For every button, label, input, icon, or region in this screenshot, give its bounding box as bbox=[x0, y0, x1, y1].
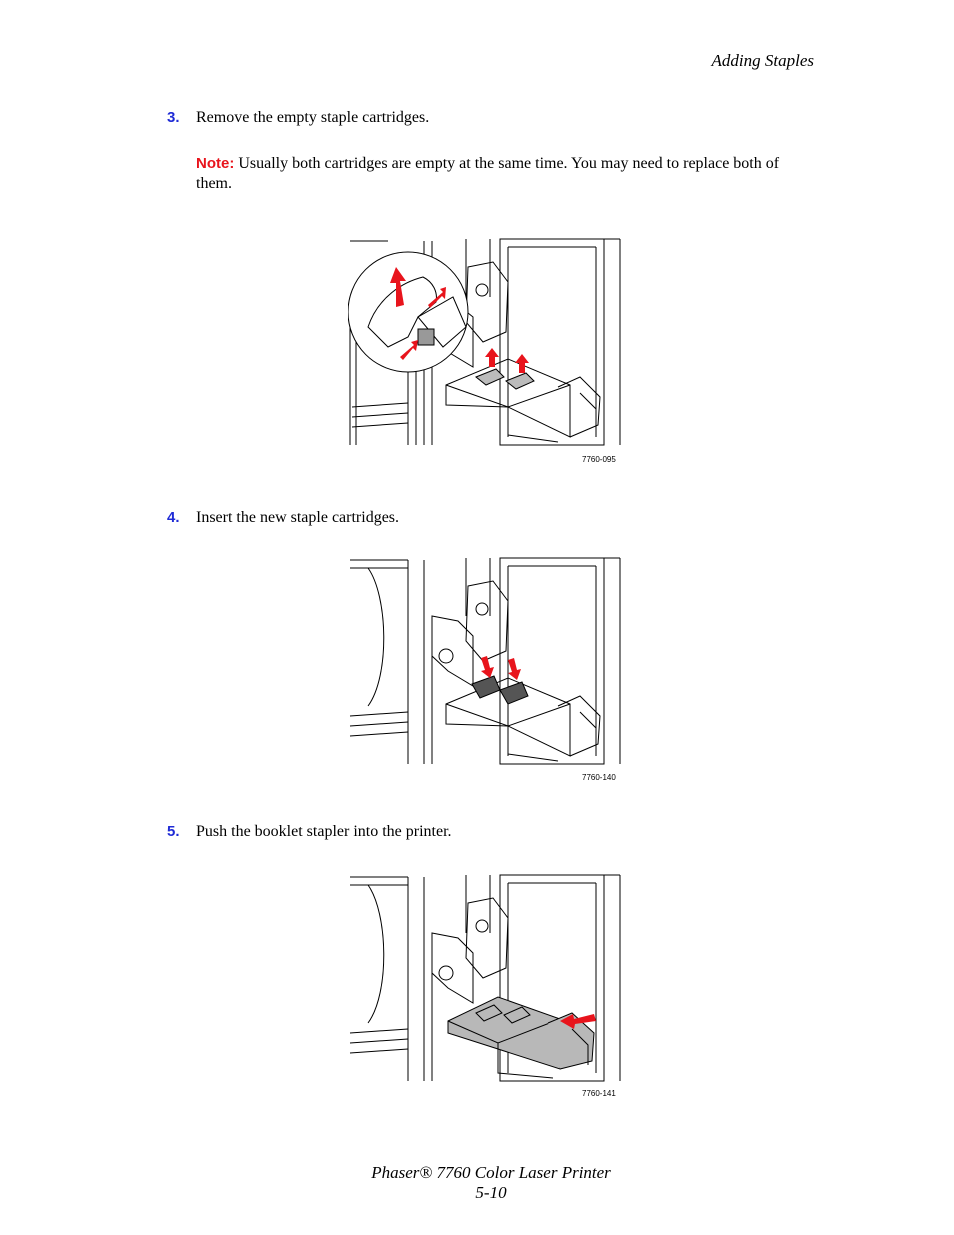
step-number: 3. bbox=[167, 109, 180, 126]
note-text: Usually both cartridges are empty at the same time. You may need to replace both of them. bbox=[196, 155, 780, 192]
figure-push-stapler bbox=[348, 873, 624, 1098]
running-header: Adding Staples bbox=[711, 51, 814, 70]
footer-page-number: 5-10 bbox=[475, 1183, 507, 1202]
step-5 bbox=[167, 822, 452, 842]
step-text: Remove the empty staple cartridges. bbox=[196, 109, 430, 126]
illustration-remove-cartridges bbox=[348, 237, 624, 449]
note bbox=[196, 154, 816, 194]
step-3 bbox=[167, 108, 429, 128]
step-text: Insert the new staple cartridges. bbox=[196, 509, 400, 526]
page-footer bbox=[0, 1163, 954, 1203]
step-4 bbox=[167, 508, 399, 528]
step-number: 4. bbox=[167, 509, 180, 526]
figure-id: 7760-141 bbox=[582, 1089, 616, 1098]
figure-id: 7760-140 bbox=[582, 773, 616, 782]
figure-id: 7760-095 bbox=[582, 455, 616, 464]
illustration-push-stapler bbox=[348, 873, 624, 1085]
figure-remove-cartridges bbox=[348, 237, 624, 464]
footer-product: Phaser® 7760 Color Laser Printer bbox=[371, 1163, 611, 1182]
step-text: Push the booklet stapler into the printer. bbox=[196, 823, 452, 840]
step-number: 5. bbox=[167, 823, 180, 840]
illustration-insert-cartridges bbox=[348, 556, 624, 768]
figure-insert-cartridges bbox=[348, 556, 624, 782]
note-label: Note: bbox=[196, 155, 235, 172]
